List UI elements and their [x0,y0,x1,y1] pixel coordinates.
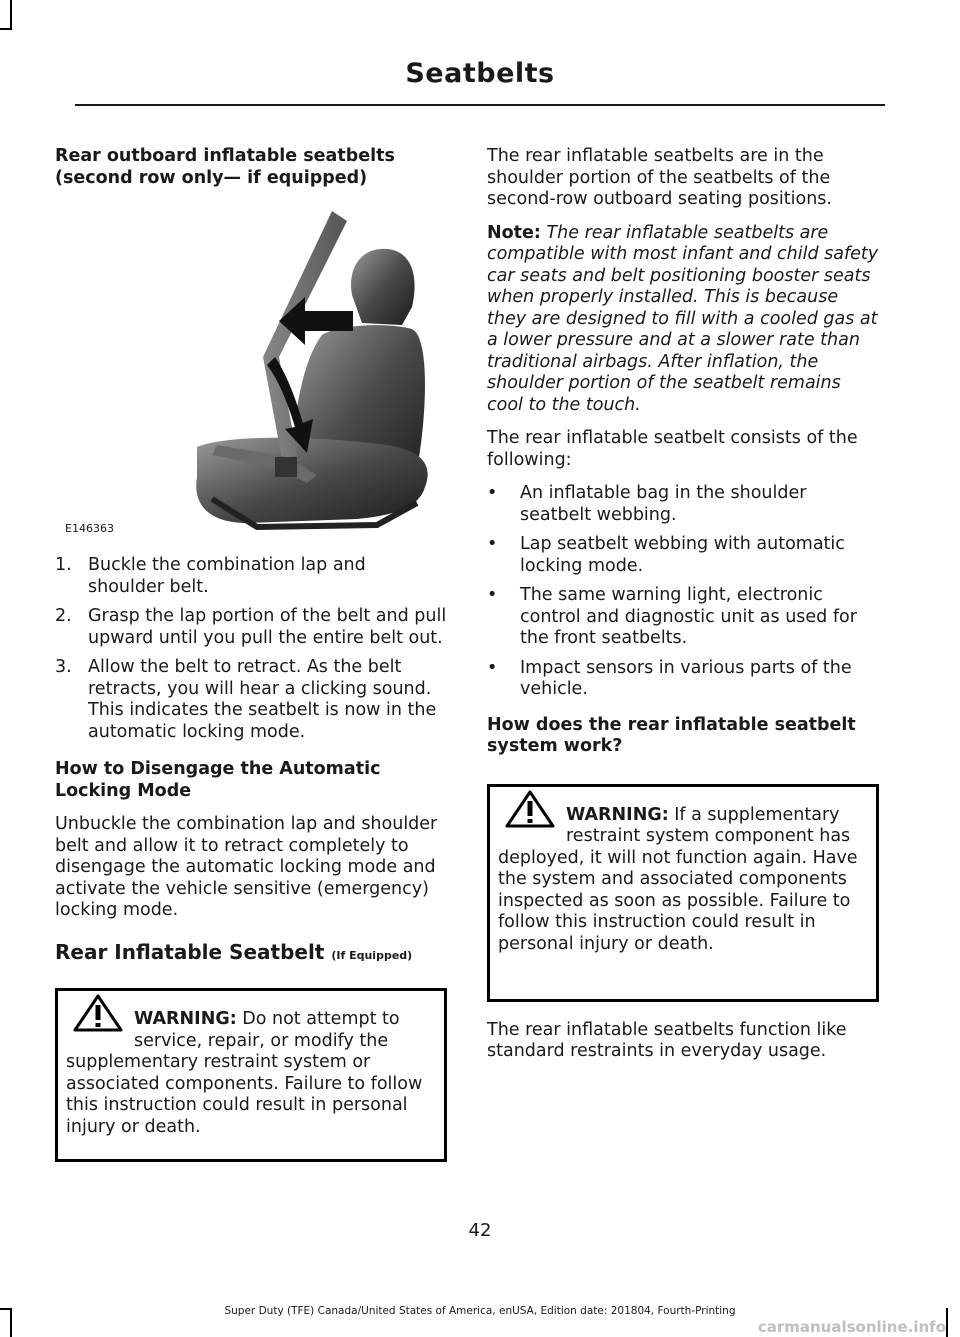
list-item: • The same warning light, electronic control and diagnostic unit as used for the front seatbelts. [487,585,857,648]
warning-label: WARNING: [566,804,669,825]
right-column [487,146,879,1063]
seat-illustration [157,207,447,543]
warning-text: If a supplementary restraint system component has deployed, it will not function again. Have the system and associated components inspected as soon as possible. Failure to follow this instruction could result in personal injury or death. [498,804,858,954]
list-item: • Impact sensors in various parts of the vehicle. [487,657,852,699]
warning-label: WARNING: [134,1009,237,1029]
disengage-heading: How to Disengage the Automatic Locking Mode [55,759,381,801]
note-text: The rear inflatable seatbelts are compatible with most infant and child safety car seats and belt positioning booster seats when properly installed. This is because they are designed to fill with a cooled gas at a lower pressure and at a slower rate than traditional airbags. After inflation, the shoulder portion of the seatbelt remains cool to the touch. [487,222,879,415]
warning-box [487,784,879,1002]
note-label: Note: [487,222,541,243]
warning-box [55,988,447,1162]
how-heading: How does the rear inflatable seatbelt system work? [487,714,856,756]
list-item: • An inflatable bag in the shoulder seatbelt webbing. [487,483,807,525]
note-paragraph [487,223,879,417]
disengage-text: Unbuckle the combination lap and shoulder belt and allow it to retract completely to disengage the automatic locking mode and activate the vehicle sensitive (emergency) locking mode. [55,814,438,920]
watermark: carmanualsonline.info [757,1318,946,1336]
page-number: 42 [468,1220,492,1241]
closing-text: The rear inflatable seatbelts function like standard restraints in everyday usage. [487,1019,847,1061]
header-rule [75,104,885,106]
section-title: Rear Inflatable Seatbelt (If Equipped) [55,939,413,964]
left-column [55,146,447,1162]
section-subheading: Rear outboard inflatable seatbelts (second row only— if equipped) [55,146,395,188]
bullet-list [487,483,879,701]
steps-list [55,555,447,743]
figure-id: E146363 [65,521,114,535]
crop-mark [10,0,12,28]
list-item: 1. Buckle the combination lap and shoulder belt. [55,555,366,597]
list-item: • Lap seatbelt webbing with automatic locking mode. [487,534,845,576]
consists-text: The rear inflatable seatbelt consists of the following: [487,428,858,470]
page-title: Seatbelts [405,58,555,89]
warning-text: Do not attempt to service, repair, or modify the supplementary restraint system or associated components. Failure to follow this instruction could result in personal injury or death. [66,1009,423,1137]
warning-icon [504,789,556,829]
intro-text: The rear inflatable seatbelts are in the shoulder portion of the seatbelts of the second-row outboard seating positions. [487,146,832,209]
crop-mark [0,28,12,30]
list-item: 2. Grasp the lap portion of the belt and pull upward until you pull the entire belt out. [55,606,447,648]
list-item: 3. Allow the belt to retract. As the belt retracts, you will hear a clicking sound. This indicates the seatbelt is now in the automatic locking mode. [55,657,437,742]
edition-line: Super Duty (TFE) Canada/United States of America, enUSA, Edition date: 201804, Fourth-Printing [224,1305,736,1317]
warning-icon [72,993,124,1033]
seat-figure [55,207,447,543]
